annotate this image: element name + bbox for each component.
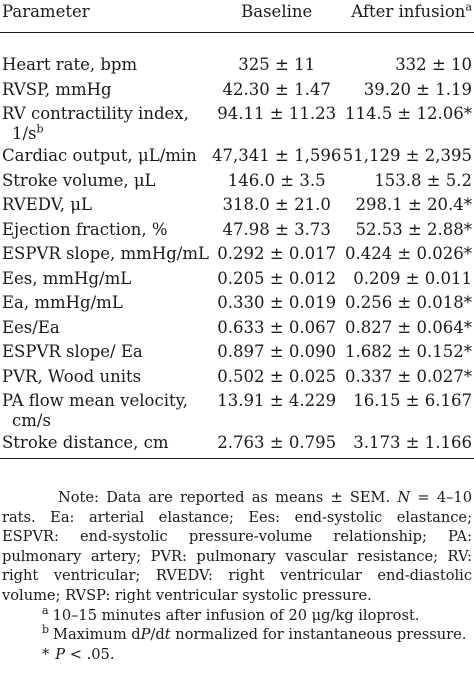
cell-baseline: 47,341 ± 1,596 (212, 146, 342, 165)
cell-parameter (0, 269, 211, 294)
footnote-star-p: P (55, 645, 66, 663)
footnote-a-mark: a (42, 603, 49, 617)
parameter-label: PA flow mean velocity, (2, 391, 188, 410)
cell-after-infusion: 3.173 ± 1.166 (353, 433, 472, 452)
parameter-label: ESPVR slope/ Ea (2, 342, 143, 361)
parameter-label: Stroke volume, μL (2, 170, 156, 190)
table-row (0, 244, 474, 269)
note-abbreviations (2, 488, 472, 606)
cell-baseline: 318.0 ± 21.0 (222, 195, 331, 214)
table-row (0, 104, 474, 146)
footnote-b-text-c: normalized for instantaneous pressure. (170, 626, 467, 644)
parameter-label: Ees, mmHg/mL (2, 268, 132, 288)
cell-baseline: 13.91 ± 4.229 (217, 391, 337, 410)
parameter-label: Heart rate, bpm (2, 55, 138, 74)
cell-baseline: 0.330 ± 0.019 (217, 293, 337, 312)
cell-parameter (0, 391, 211, 433)
table-row (0, 146, 474, 171)
footnote-star (2, 645, 472, 665)
cell-baseline: 42.30 ± 1.47 (222, 79, 331, 99)
cell-after-infusion: 0.827 ± 0.064* (344, 317, 472, 337)
cell-parameter (0, 146, 211, 171)
parameter-label: Stroke distance, cm (2, 433, 169, 452)
cell-after-infusion: 52.53 ± 2.88* (355, 219, 472, 239)
table-row (0, 55, 474, 80)
cell-parameter (0, 104, 211, 146)
cell-parameter (0, 220, 211, 245)
header-parameter: Parameter (2, 2, 90, 21)
parameter-label: RV contractility index, (2, 104, 189, 123)
table-row (0, 318, 474, 343)
cell-baseline: 0.633 ± 0.067 (217, 317, 337, 337)
cell-baseline: 146.0 ± 3.5 (227, 170, 326, 190)
parameter-label: RVEDV, μL (2, 195, 92, 214)
footnote-b-mark: b (42, 623, 50, 637)
cell-baseline: 325 ± 11 (238, 55, 316, 74)
table-row (0, 391, 474, 433)
cell-baseline: 94.11 ± 11.23 (217, 104, 337, 123)
cell-after-infusion: 298.1 ± 20.4* (355, 195, 472, 214)
footnote-star-mark: * (42, 645, 50, 663)
footnote-a-text: 10–15 minutes after infusion of 20 μg/kg iloprost. (52, 606, 420, 624)
cell-parameter (0, 195, 211, 220)
cell-after-infusion: 1.682 ± 0.152* (344, 342, 472, 361)
cell-baseline: 47.98 ± 3.73 (222, 219, 331, 239)
parameter-label: Ea, mmHg/mL (2, 293, 123, 312)
footnote-b-text-a: Maximum d (53, 626, 141, 644)
cell-after-infusion: 16.15 ± 6.167 (353, 391, 472, 410)
cell-parameter (0, 293, 211, 318)
header-after-label: After infusion (351, 2, 466, 21)
footnote-b-p: P (140, 626, 151, 644)
parameter-label: ESPVR slope, mmHg/mL (2, 244, 209, 263)
table-body (0, 55, 474, 458)
footnote-b (2, 625, 472, 645)
table-row (0, 220, 474, 245)
header-spacer (0, 33, 474, 56)
parameter-unit: cm/s (12, 411, 51, 430)
cell-parameter (0, 244, 211, 269)
cell-after-infusion: 0.337 ± 0.027* (344, 366, 472, 386)
parameter-unit: 1/s (12, 124, 37, 143)
cell-after-infusion: 114.5 ± 12.06* (344, 104, 472, 123)
table-row (0, 433, 474, 458)
table-bottom-rule (0, 458, 474, 459)
table-row (0, 367, 474, 392)
parameter-footnote-mark: b (36, 122, 44, 136)
parameter-label: Cardiac output, μL/min (2, 146, 197, 165)
cell-parameter (0, 367, 211, 392)
footnote-a (2, 603, 472, 626)
cell-parameter (0, 342, 211, 367)
cell-after-infusion: 0.424 ± 0.026* (344, 244, 472, 263)
cell-parameter (0, 171, 211, 196)
cell-baseline: 0.897 ± 0.090 (217, 342, 337, 361)
table-row (0, 293, 474, 318)
note-text-a: Note: Data are reported as means ± SEM. (58, 489, 398, 506)
cell-after-infusion: 153.8 ± 5.2 (374, 170, 472, 190)
table-header (0, 0, 474, 55)
note-n: N (397, 489, 411, 506)
parameter-label: Ejection fraction, % (2, 219, 168, 239)
note-text-b: = 4–10 rats. Ea: arterial elastance; Ees: end-systolic elastance; ESPVR: end-systolic pressure-volume relationship; PA: pulmonary artery; PVR: pulmonary vascular resistance; RV: right ventricular; RVEDV: right ventricular end-diastolic volume; RVSP: right ventricular systolic pressure. (2, 489, 472, 604)
header-after-infusion (343, 0, 474, 32)
cell-parameter (0, 80, 211, 105)
cell-parameter (0, 318, 211, 343)
footnote-b-t: t (164, 626, 171, 644)
header-baseline: Baseline (241, 2, 313, 21)
footnote-b-text-b: /d (150, 626, 165, 644)
cell-baseline: 0.292 ± 0.017 (217, 244, 337, 263)
cell-after-infusion: 332 ± 10 (395, 55, 472, 74)
parameter-label: Ees/Ea (2, 317, 60, 337)
cell-parameter (0, 55, 211, 80)
cell-baseline: 2.763 ± 0.795 (217, 433, 337, 452)
cell-after-infusion: 51,129 ± 2,395 (342, 146, 472, 165)
header-row (0, 0, 474, 32)
cell-baseline: 0.205 ± 0.012 (217, 268, 337, 288)
table-row (0, 80, 474, 105)
cell-parameter (0, 433, 211, 458)
cell-after-infusion: 39.20 ± 1.19 (363, 79, 472, 99)
cell-after-infusion: 0.209 ± 0.011 (353, 268, 472, 288)
cell-baseline: 0.502 ± 0.025 (217, 366, 337, 386)
table-row (0, 195, 474, 220)
cell-after-infusion: 0.256 ± 0.018* (344, 293, 472, 312)
table-row (0, 342, 474, 367)
table-row (0, 269, 474, 294)
parameter-label: RVSP, mmHg (2, 79, 112, 99)
parameter-label: PVR, Wood units (2, 366, 142, 386)
table-row (0, 171, 474, 196)
header-after-footnote-mark: a (465, 0, 472, 14)
footnote-star-text: < .05. (65, 645, 115, 663)
table-notes (2, 488, 472, 664)
